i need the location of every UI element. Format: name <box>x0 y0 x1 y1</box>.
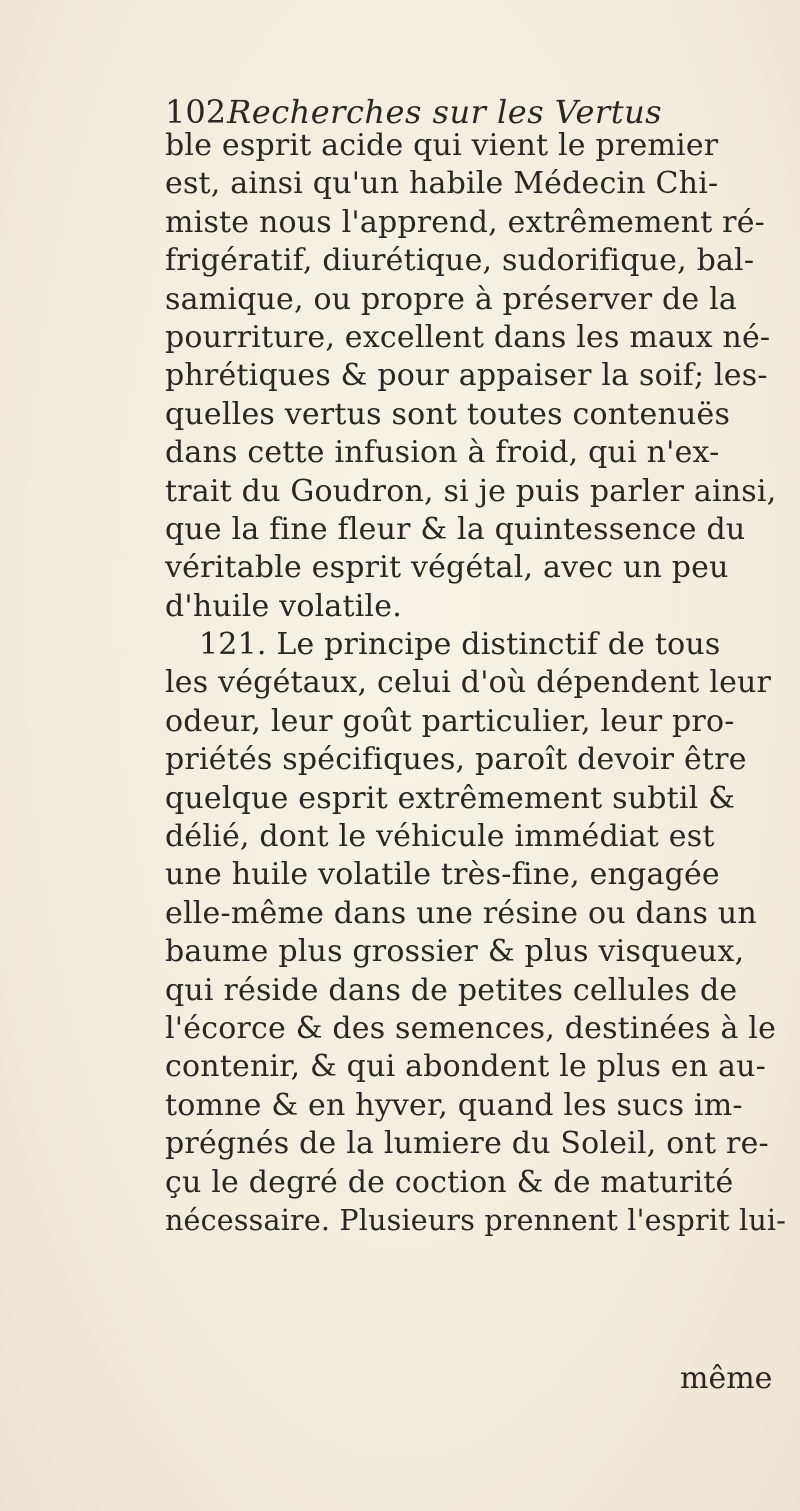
text-line: contenir, & qui abondent le plus en au- <box>165 1049 766 1085</box>
text-line: véritable esprit végétal, avec un peu <box>165 550 729 586</box>
text-line: nécessaire. Plusieurs prennent l'esprit lui- <box>165 1203 787 1237</box>
text-line: pourriture, excellent dans les maux né- <box>165 319 771 355</box>
body-text <box>165 127 795 1240</box>
text-line: frigératif, diurétique, sudorifique, bal- <box>165 243 755 279</box>
text-line: est, ainsi qu'un habile Médecin Chi- <box>165 166 719 202</box>
text-line: odeur, leur goût particulier, leur pro- <box>165 703 735 739</box>
text-line: tomne & en hyver, quand les sucs im- <box>165 1087 743 1123</box>
text-line: çu le degré de coction & de maturité <box>165 1164 734 1200</box>
text-line: qui réside dans de petites cellules de <box>165 972 738 1008</box>
page-header <box>165 92 662 132</box>
text-line: délié, dont le véhicule immédiat est <box>165 819 715 855</box>
text-line: quelles vertus sont toutes contenuës <box>165 396 731 432</box>
text-line: phrétiques & pour appaiser la soif; les- <box>165 358 768 394</box>
page-number: 102 <box>165 93 227 131</box>
text-line: baume plus grossier & plus visqueux, <box>165 934 745 970</box>
text-line: les végétaux, celui d'où dépendent leur <box>165 665 772 701</box>
text-line: miste nous l'apprend, extrêmement ré- <box>165 204 766 240</box>
text-line: trait du Goudron, si je puis parler ainsi, <box>165 473 777 509</box>
text-line: dans cette infusion à froid, qui n'ex- <box>165 435 720 471</box>
text-line: l'écorce & des semences, destinées à le <box>165 1010 777 1046</box>
catchword: même <box>680 1361 773 1396</box>
running-title: Recherches sur les Vertus <box>227 93 663 131</box>
text-line: quelque esprit extrêmement subtil & <box>165 780 736 816</box>
text-line: d'huile volatile. <box>165 588 402 624</box>
text-line: priétés spécifiques, paroît devoir être <box>165 742 747 778</box>
text-line: samique, ou propre à préserver de la <box>165 281 737 317</box>
text-line: prégnés de la lumiere du Soleil, ont re- <box>165 1126 769 1162</box>
text-line: ble esprit acide qui vient le premier <box>165 128 719 163</box>
text-line: elle-même dans une résine ou dans un <box>165 895 757 931</box>
text-line: une huile volatile très-fine, engagée <box>165 857 720 893</box>
paragraph-start-line: 121. Le principe distinctif de tous <box>199 627 721 663</box>
text-line: que la fine fleur & la quintessence du <box>165 511 746 547</box>
